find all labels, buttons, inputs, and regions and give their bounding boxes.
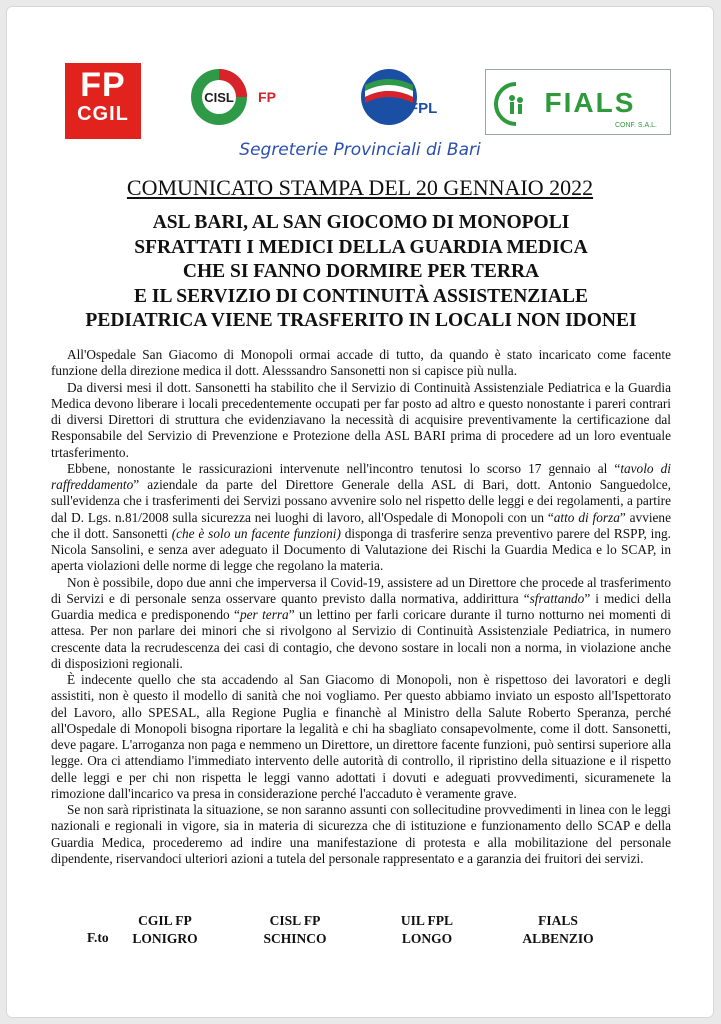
logos-row — [7, 57, 713, 147]
signature-cisl: CISL FP SCHINCO — [263, 913, 327, 946]
headline-line: ASL BARI, AL SAN GIOCOMO DI MONOPOLI — [152, 212, 570, 233]
paragraph: Da diversi mesi il dott. Sansonetti ha stabilito che il Servizio di Continuità Assistenziale Pediatrica e la Guardia Medica devono liberare i locali precedentemente occupati per far posto ad altro e questo nonostante i pareri contrari di diversi Direttori di struttura che evidenziavano la necessità di acquisire preventivamente la certificazione dal Responsabile del Servizio di Prevenzione e Protezione della ASL BARI prima di procedere ad un loro eventuale trtasferimento. — [51, 379, 671, 460]
fp-cgil-logo — [65, 63, 141, 139]
segreterie-subtitle: Segreterie Provinciali di Bari — [239, 140, 481, 160]
headline-line: SFRATTATI I MEDICI DELLA GUARDIA MEDICA — [134, 236, 588, 258]
signature-cgil: CGIL FP LONIGRO — [132, 913, 198, 946]
paragraph: Ebbene, nonostante le rassicurazioni intervenute nell'incontro tenutosi lo scorso 17 gennaio al “tavolo di raffreddamento” aziendale da parte del Direttore Generale della ASL di Bari, dott. Antonio Sanguedolce, sull'evidenza che i trasferimenti dei Servizi possano avvenire solo nel rispetto delle leggi e dei regolamenti, a partire dal D. Lgs. n.81/2008 sulla sicurezza nei luoghi di lavoro, all'Ospedale di Monopoli con un “atto di forza” avviene che il dott. Sansonetti (che è solo un facente funzioni) disponga di trasferire senza preventivo parere del RSPP, ing. Nicola Sansolini, e senza aver adeguato il Documento di Valutazione dei Rischi la Guardia Medica e lo SCAP, in aperta violazioni delle norme di legge che regolano la materia. — [51, 460, 671, 574]
press-release-title: COMUNICATO STAMPA DEL 20 GENNAIO 2022 — [126, 175, 594, 200]
headline-line: CHE SI FANNO DORMIRE PER TERRA — [182, 261, 540, 283]
cisl-logo-sub: FP — [258, 89, 276, 105]
uil-fpl-logo — [351, 67, 461, 131]
cisl-fp-logo — [189, 65, 289, 129]
cisl-logo-text: CISL — [204, 90, 234, 105]
fto-label: F.to — [87, 930, 109, 945]
fials-logo — [485, 69, 671, 135]
signatures — [7, 912, 713, 952]
paragraph: All'Ospedale San Giacomo di Monopoli ormai accade di tutto, da quando è stato incaricato come facente funzione della direzione medica il dott. Alesssandro Sansonetti non si capisce più nulla. — [51, 347, 671, 379]
fials-logo-sub: CONF. S.A.L. — [614, 122, 658, 129]
signature-fials: FIALS ALBENZIO — [522, 913, 594, 946]
fials-logo-text: FIALS — [544, 87, 636, 118]
headline — [27, 211, 695, 334]
headline-line: PEDIATRICA VIENE TRASFERITO IN LOCALI NON IDONEI — [85, 310, 637, 332]
headline-line: E IL SERVIZIO DI CONTINUITÀ ASSISTENZIALE — [134, 285, 588, 307]
uil-logo-text: UILFPL — [384, 100, 438, 117]
paragraph: Non è possibile, dopo due anni che imperversa il Covid-19, assistere ad un Direttore che procede al trasferimento di Servizi e di personale senza osservare quanto previsto dalla normativa, addirittura “sfrattando” i medici della Guardia medica e predisponendo “per terra” un lettino per farli coricare durante il turno notturno nei momenti di attesa. Per non parlare dei minori che si rivolgono al Servizio di Continuità Assistenziale Pediatrica, in numero crescente data la recrudescenza dei casi di contagio, che devono sostare in locali non a norma, in violazione anche di disposizioni regionali. — [51, 574, 672, 671]
paragraph: È indecente quello che sta accadendo al San Giacomo di Monopoli, non è rispettoso dei lavoratori e degli assistiti, non è questo il modello di sanità che noi vogliamo. Per questo abbiamo inviato un esposto all'Ispettorato del Lavoro, allo SPESAL, alla Regione Puglia e financhè al Ministro della Salute Roberto Speranza, perché all'Ospedale di Monopoli bisogna riportare la legalità e chi ha sbagliato consapevolmente, come il dott. Sansonetti, deve pagare. L'arroganza non paga e nemmeno un Direttore, un direttore facente funzioni, può sentirsi superiore alla legge. Ora ci attendiamo l'immediato intervento delle autorità di controllo, il ripristino della situazione e il rispetto delle leggi e per chi non rispetta le leggi vanno adottati i dovuti e adeguati provvedimenti, sicuramenete la rimozione dall'incarico va presa in considerazione perché l'accaduto è veramente grave. — [51, 672, 671, 801]
signature-uil: UIL FPL LONGO — [400, 913, 454, 946]
fials-logo-graphic — [486, 70, 670, 134]
fp-cgil-logo-line1: FP — [80, 66, 126, 104]
fp-cgil-logo-line2: CGIL — [77, 103, 129, 125]
document-page — [6, 6, 714, 1018]
body-text — [51, 347, 671, 867]
paragraph: Se non sarà ripristinata la situazione, se non saranno assunti con sollecitudine provvedimenti in linea con le leggi nazionali e regionali in vigore, sia in materia di sicurezza che di istituzione e funzionamento dello SCAP e della Guardia Medica, procederemo ad indire una manifestazione di protesta e alla mobilitazione del personale dipendente, riservandoci ulteriori azioni a tutela del personale rappresentato e a garanzia dei fruitori dei servizi. — [51, 802, 671, 866]
